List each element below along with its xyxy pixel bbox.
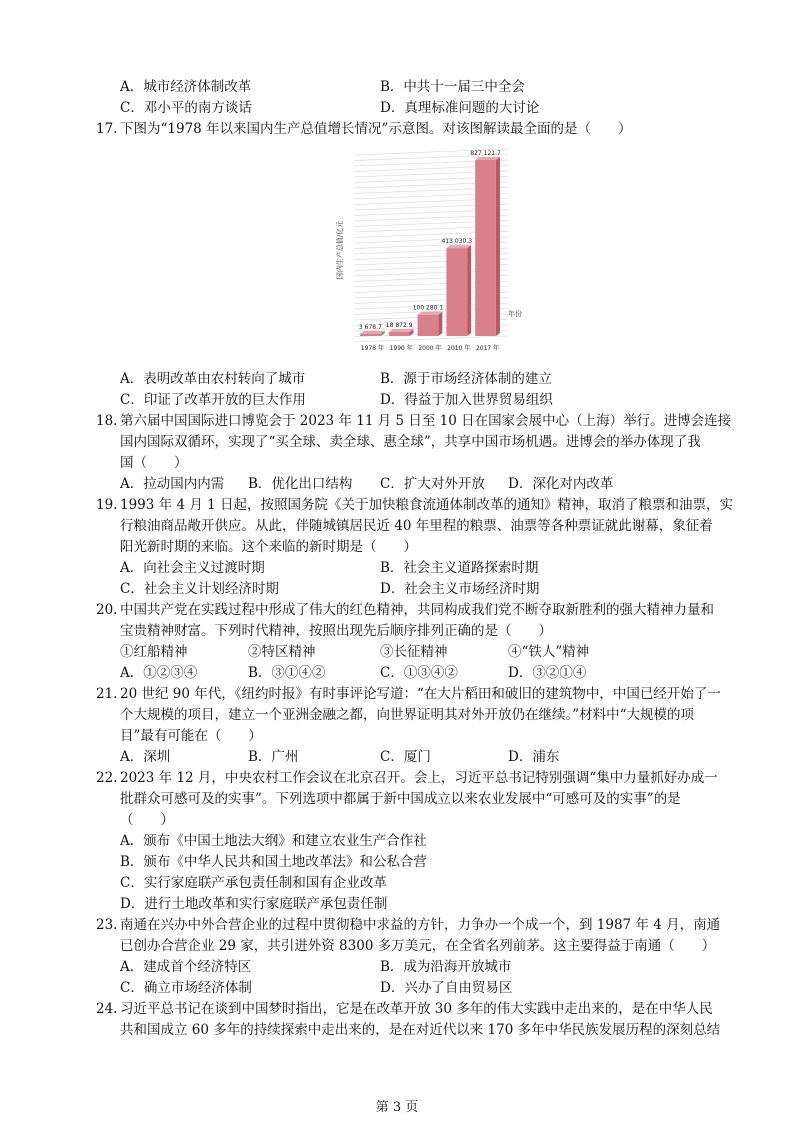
q19-option-b: B．社会主义道路探索时期 <box>380 560 539 576</box>
q20-item-4: ④“铁人”精神 <box>508 644 590 660</box>
q21-line-2: 个大规模的项目，建立一个亚洲金融之都，向世界证明其对外开放仍在继续。”材料中“大规模的项 <box>120 707 695 723</box>
q20-option-d: D．③②①④ <box>508 665 587 681</box>
q22-number: 22. <box>96 770 118 786</box>
q23-option-a: A．建成首个经济特区 <box>120 959 252 975</box>
q21-option-b: B．广州 <box>248 749 299 765</box>
chart-category-label: 2000 年 <box>418 345 442 352</box>
q19-option-c: C．社会主义计划经济时期 <box>120 581 279 597</box>
q18-number: 18. <box>96 413 118 429</box>
q16-option-c: C．邓小平的南方谈话 <box>120 100 252 116</box>
q19-line-3: 阳光新时期的来临。这个来临的新时期是（ ） <box>120 539 417 555</box>
chart-value-label: 3 678.7 <box>358 324 382 331</box>
chart-x-axis-label: 年份 <box>508 310 522 318</box>
chart-bar <box>418 315 439 336</box>
q18-line-1: 第六届中国国际进口博览会于 2023 年 11 月 5 日至 10 日在国家会展中心（上海）举行。进博会连接 <box>120 413 732 429</box>
gdp-bar-chart <box>330 140 520 364</box>
page-number: 第 3 页 <box>375 1100 419 1115</box>
q23-option-b: B．成为沿海开放城市 <box>380 959 512 975</box>
q22-option-a: A．颁布《中国土地法大纲》和建立农业生产合作社 <box>120 833 427 849</box>
q18-line-3: 国（ ） <box>120 455 188 471</box>
q21-number: 21. <box>96 686 118 702</box>
chart-category-labels <box>361 344 499 352</box>
q22-option-c: C．实行家庭联产承包责任制和国有企业改革 <box>120 875 387 891</box>
chart-value-label: 413 030.3 <box>441 238 473 246</box>
q23-line-1: 南通在兴办中外合营企业的过程中贯彻稳中求益的方针，力争办一个成一个，到 1987 年 4 月，南通 <box>120 917 721 933</box>
q17-number: 17. <box>96 121 118 137</box>
chart-bar-top <box>446 245 471 248</box>
chart-category-label: 2017 年 <box>475 345 500 352</box>
q20-option-c: C．①③④② <box>380 665 458 681</box>
q22-line-1: 2023 年 12 月，中央农村工作会议在北京召开。会上，习近平总书记特别强调“集中力量抓好办成一 <box>120 770 718 786</box>
q21-line-1: 20 世纪 90 年代，《纽约时报》有时事评论写道：“在大片稻田和破旧的建筑物中，中国已经开始了一 <box>120 686 721 702</box>
q19-line-1: 1993 年 4 月 1 日起，按照国务院《关于加快粮食流通体制改革的通知》精神，取消了粮票和油票，实 <box>120 497 733 513</box>
q21-line-3: 目”最有可能在（ ） <box>120 728 262 744</box>
q20-line-2: 宝贵精神财富。下列时代精神，按照出现先后顺序排列正确的是（ ） <box>120 623 552 639</box>
chart-bar-top <box>360 331 385 334</box>
q17-option-b: B．源于市场经济体制的建立 <box>380 371 552 387</box>
q22-option-b: B．颁布《中华人民共和国土地改革法》和公私合营 <box>120 854 427 870</box>
q19-option-d: D．社会主义市场经济时期 <box>380 581 540 597</box>
chart-category-label: 2010 年 <box>447 345 471 352</box>
chart-y-axis-label: 国内生产总值/亿元 <box>336 220 344 280</box>
q18-option-d: D．深化对内改革 <box>508 476 614 492</box>
chart-bar-side <box>438 312 442 336</box>
q24-line-2: 共和国成立 60 多年的持续探索中走出来的，是在对近代以来 170 多年中华民族发展历程的深刻总结 <box>120 1022 721 1038</box>
chart-category-label: 1978 年 <box>360 345 384 352</box>
q21-option-d: D．浦东 <box>508 749 560 765</box>
q23-option-d: D．兴办了自由贸易区 <box>380 980 513 996</box>
q16-option-b: B．中共十一届三中全会 <box>380 79 525 95</box>
chart-gridline <box>354 336 508 342</box>
chart-bar-top <box>389 329 414 332</box>
q18-option-c: C．扩大对外开放 <box>380 476 485 492</box>
q23-number: 23. <box>96 917 118 933</box>
q20-item-3: ③长征精神 <box>380 644 448 660</box>
chart-bar <box>446 248 467 336</box>
chart-bar <box>389 332 410 336</box>
q16-option-d: D．真理标准问题的大讨论 <box>380 100 540 116</box>
q20-item-1: ①红船精神 <box>120 644 188 660</box>
q17-option-c: C．印证了改革开放的巨大作用 <box>120 392 306 408</box>
q22-line-3: （ ） <box>120 812 174 828</box>
chart-bar <box>360 334 381 336</box>
chart-value-label: 827 121.7 <box>470 150 501 157</box>
q19-number: 19. <box>96 497 118 513</box>
q18-line-2: 国内国际双循环，实现了“买全球、卖全球、惠全球”，共享中国市场机遇。进博会的举办体现了我 <box>120 434 701 450</box>
q24-line-1: 习近平总书记在谈到中国梦时指出，它是在改革开放 30 多年的伟大实践中走出来的，是在中华人民 <box>120 1001 713 1017</box>
chart-bar-side <box>467 245 471 336</box>
q21-option-c: C．厦门 <box>380 749 431 765</box>
q18-option-a: A．拉动国内内需 <box>120 476 225 492</box>
q20-line-1: 中国共产党在实践过程中形成了伟大的红色精神，共同构成我们党不断夺取新胜利的强大精神力量和 <box>120 602 714 618</box>
chart-bar <box>475 160 496 336</box>
chart-bar-top <box>418 312 443 315</box>
chart-value-label: 100 280.1 <box>412 304 444 312</box>
q23-option-c: C．确立市场经济体制 <box>120 980 252 996</box>
q19-option-a: A．向社会主义过渡时期 <box>120 560 265 576</box>
chart-category-label: 1990 年 <box>389 345 413 352</box>
chart-bar-top <box>475 157 500 160</box>
q20-number: 20. <box>96 602 118 618</box>
q23-line-2: 已创办合营企业 29 家，共引进外资 8300 多万美元，在全省名列前茅。这主要得益于南通（ ） <box>120 938 716 954</box>
q16-option-a: A．城市经济体制改革 <box>120 79 252 95</box>
chart-value-label: 18 872.9 <box>385 321 413 329</box>
q24-number: 24. <box>96 1001 118 1017</box>
q17-option-d: D．得益于加入世界贸易组织 <box>380 392 553 408</box>
q18-option-b: B．优化出口结构 <box>248 476 353 492</box>
q21-option-a: A．深圳 <box>120 749 171 765</box>
q17-stem: 下图为“1978 年以来国内生产总值增长情况”示意图。对该图解读最全面的是（ ） <box>120 121 632 137</box>
q19-line-2: 行粮油商品敞开供应。从此，伴随城镇居民近 40 年里程的粮票、油票等各种票证就此谢幕，象征着 <box>120 518 713 534</box>
q17-option-a: A．表明改革由农村转向了城市 <box>120 371 306 387</box>
q22-line-2: 批群众可感可及的实事”。下列选项中都属于新中国成立以来农业发展中“可感可及的实事”的是 <box>120 791 681 807</box>
q20-option-b: B．③①④② <box>248 665 326 681</box>
q20-option-a: A．①②③④ <box>120 665 198 681</box>
q22-option-d: D．进行土地改革和实行家庭联产承包责任制 <box>120 896 388 912</box>
q20-item-2: ②特区精神 <box>248 644 316 660</box>
chart-bar-side <box>496 157 500 336</box>
